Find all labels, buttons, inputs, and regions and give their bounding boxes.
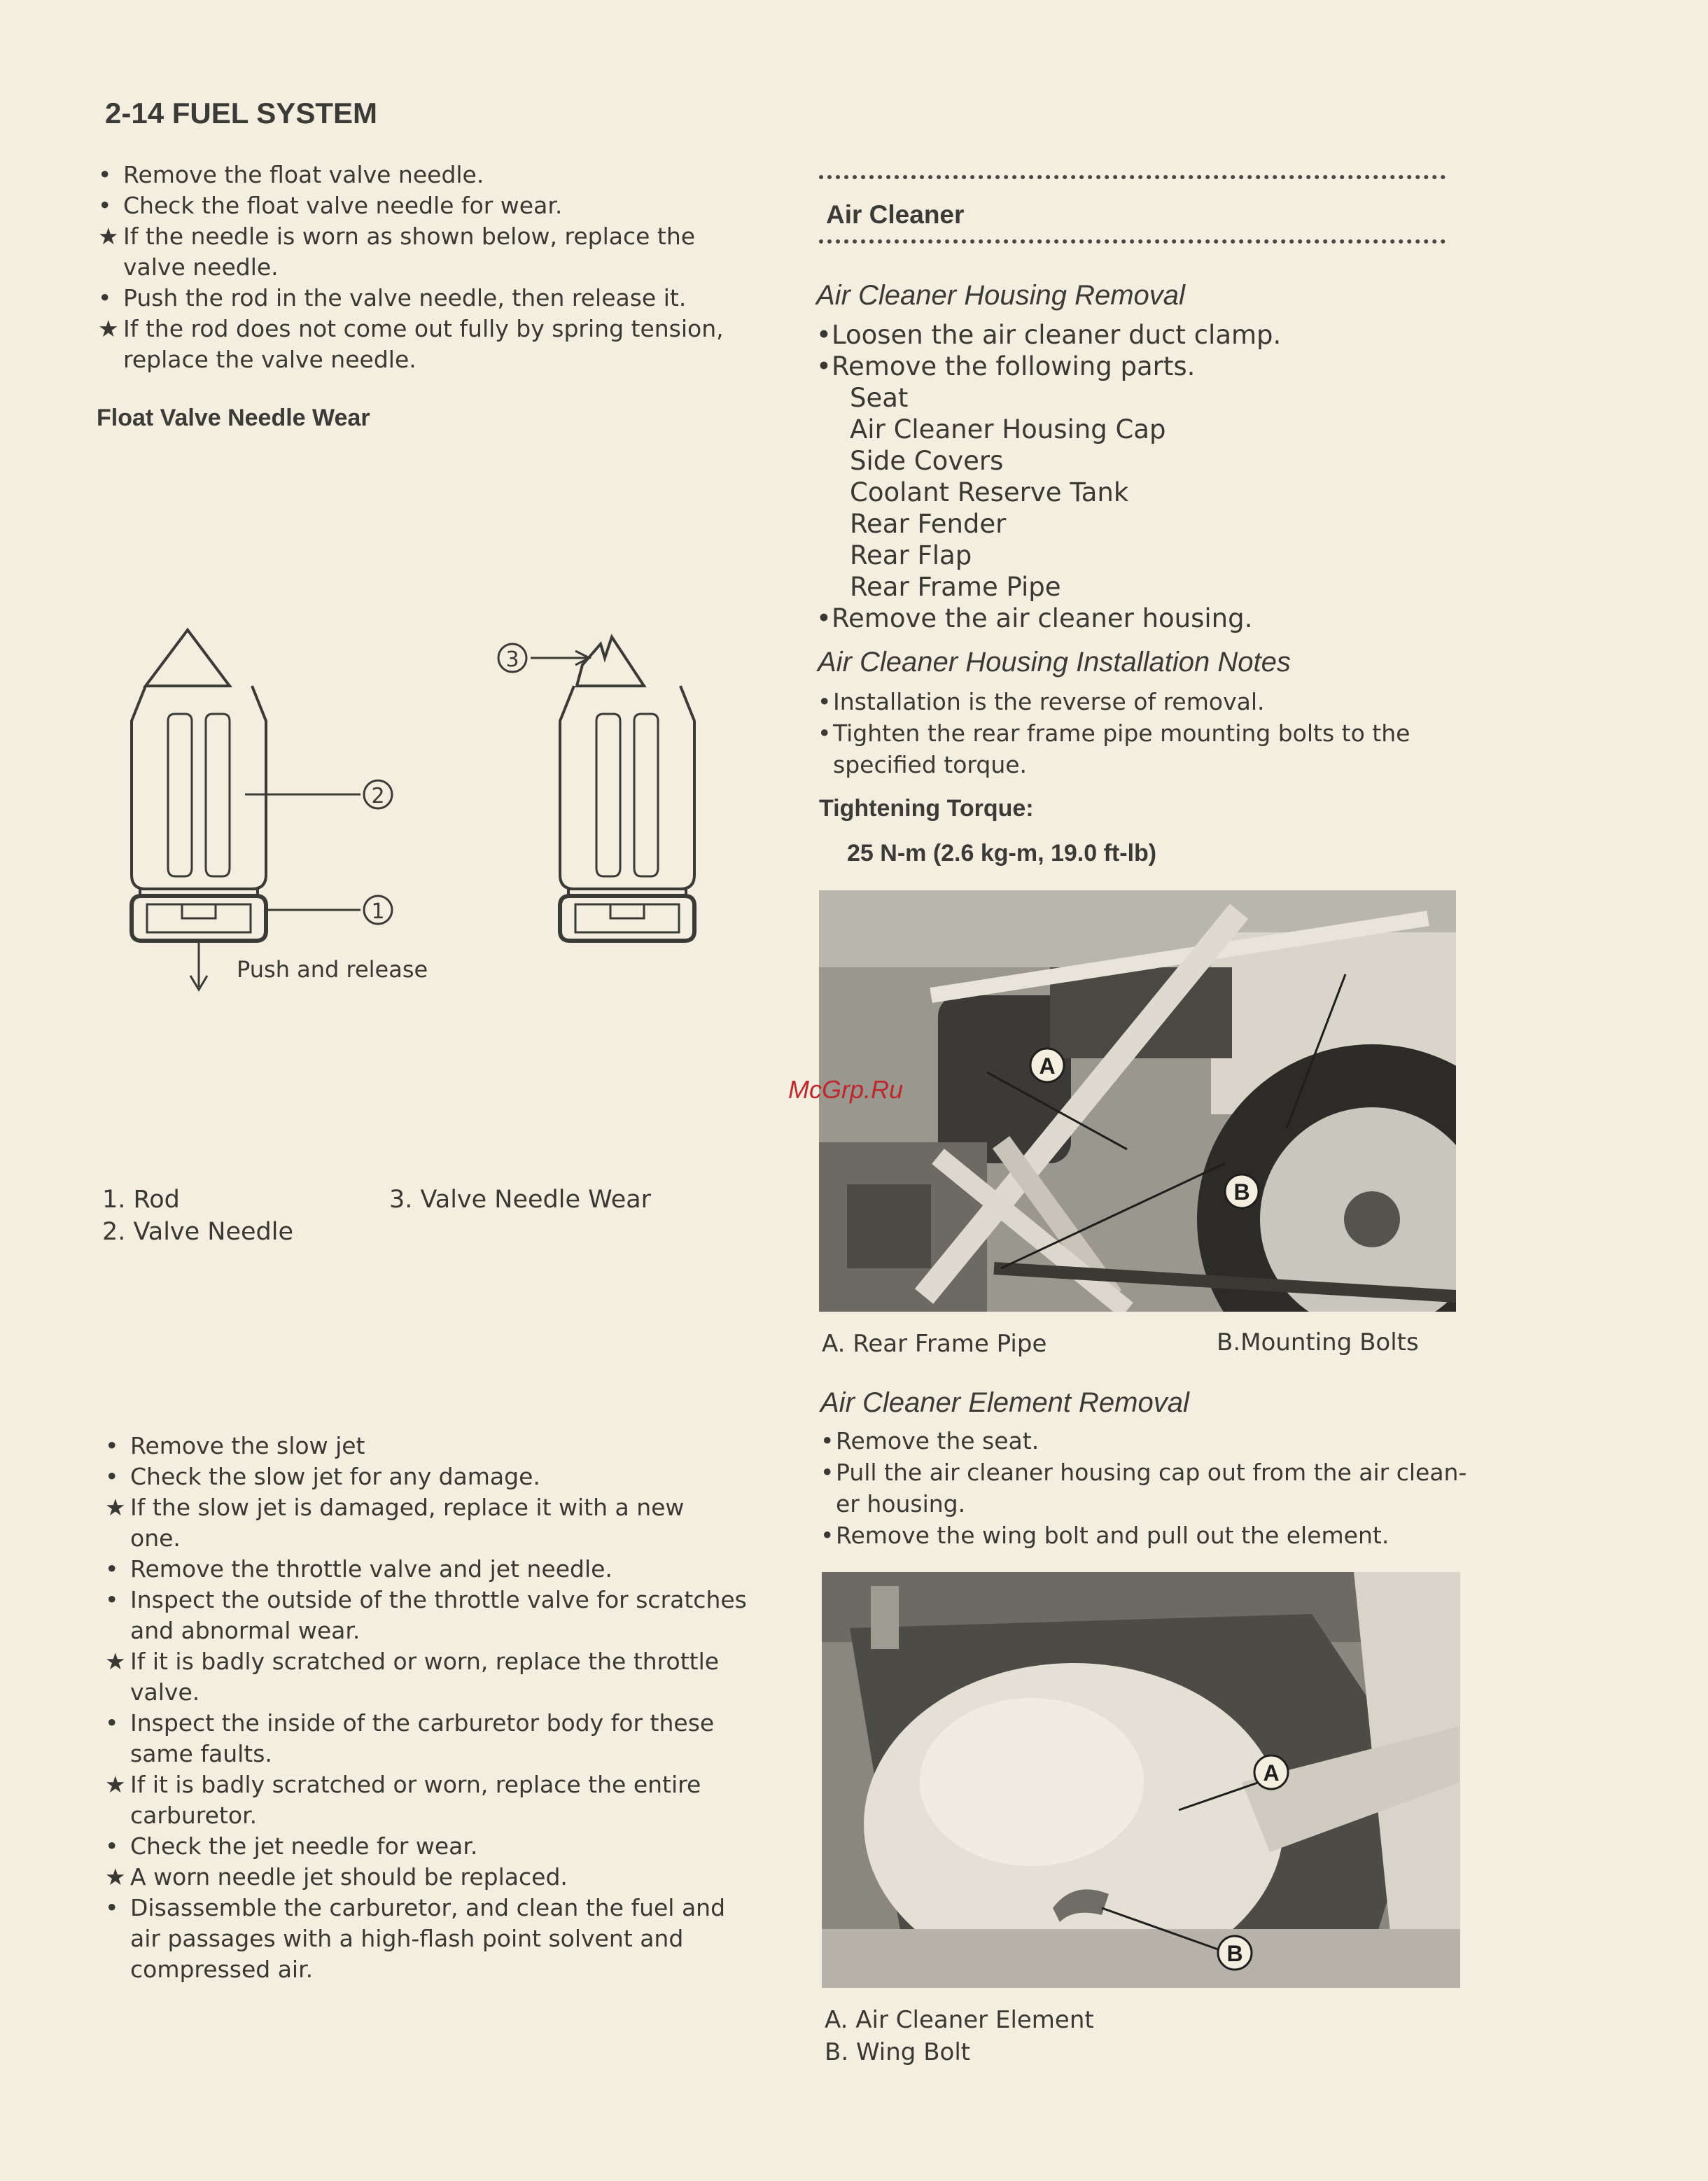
push-release-label: Push and release (237, 956, 428, 983)
list-item: •Installation is the reverse of removal. (818, 688, 1265, 715)
list-item: •Remove the wing bolt and pull out the element. (820, 1522, 1390, 1549)
list-item: •Loosen the air cleaner duct clamp. (816, 320, 1282, 350)
rear-frame-pipe-photo (819, 890, 1456, 1312)
list-item: ★ If it is badly scratched or worn, replace the entire (105, 1771, 701, 1798)
list-item: Coolant Reserve Tank (850, 477, 1129, 507)
list-item: ★ If the rod does not come out fully by spring tension, (98, 315, 724, 342)
list-item: valve. (130, 1678, 200, 1706)
list-item: • Check the slow jet for any damage. (105, 1463, 540, 1490)
air-cleaner-element-photo (822, 1572, 1460, 1988)
photo-caption: A. Rear Frame Pipe (822, 1330, 1047, 1358)
list-item: er housing. (836, 1490, 966, 1517)
torque-value: 25 N-m (2.6 kg-m, 19.0 ft-lb) (847, 840, 1157, 867)
subsection-title: Air Cleaner Housing Removal (816, 280, 1185, 311)
list-item: same faults. (130, 1740, 272, 1767)
photo-caption: A. Air Cleaner Element (825, 2006, 1094, 2034)
subsection-title: Air Cleaner Housing Installation Notes (818, 647, 1291, 678)
list-item: • Remove the throttle valve and jet needle. (105, 1555, 612, 1583)
list-item: • Check the jet needle for wear. (105, 1832, 478, 1860)
photo-caption: B.Mounting Bolts (1217, 1328, 1419, 1356)
list-item: valve needle. (123, 253, 279, 281)
list-item: Side Covers (850, 446, 1004, 476)
valve-needle-worn (531, 637, 694, 941)
list-item: • Disassemble the carburetor, and clean the fuel and (105, 1894, 726, 1921)
svg-text:1: 1 (371, 899, 385, 924)
list-item: carburetor. (130, 1802, 258, 1829)
float-valve-needle-diagram (126, 616, 728, 1008)
list-item: • Inspect the inside of the carburetor body for these (105, 1709, 715, 1737)
list-item: Rear Frame Pipe (850, 572, 1061, 602)
list-item: • Remove the float valve needle. (98, 161, 484, 188)
list-item: •Remove the air cleaner housing. (816, 603, 1253, 633)
left-top-list (98, 160, 724, 375)
svg-text:B: B (1226, 1941, 1243, 1966)
svg-text:A: A (1263, 1760, 1280, 1786)
list-item: replace the valve needle. (123, 346, 416, 373)
photo-label-a (1254, 1755, 1288, 1789)
legend-item: 2. Valve Needle (102, 1218, 294, 1246)
list-item: Seat (850, 383, 909, 413)
torque-label: Tightening Torque: (819, 795, 1034, 822)
svg-text:3: 3 (505, 647, 519, 672)
callout-2 (364, 780, 392, 808)
figure-title: Float Valve Needle Wear (97, 405, 370, 431)
list-item: • Remove the slow jet (105, 1432, 365, 1459)
housing-removal-list (816, 319, 1281, 634)
list-item: Air Cleaner Housing Cap (850, 414, 1166, 444)
page-title: 2-14 FUEL SYSTEM (105, 97, 377, 129)
svg-text:A: A (1039, 1053, 1056, 1079)
list-item: Rear Flap (850, 540, 972, 570)
legend-item: 1. Rod (102, 1186, 180, 1214)
photo-label-b (1225, 1174, 1259, 1208)
list-item: •Remove the following parts. (816, 351, 1196, 381)
list-item: and abnormal wear. (130, 1617, 360, 1644)
list-item: ★ If the slow jet is damaged, replace it with a new (105, 1494, 685, 1521)
list-item: •Tighten the rear frame pipe mounting bolts to the (818, 720, 1410, 747)
list-item: Rear Fender (850, 509, 1007, 539)
divider (819, 175, 1446, 179)
list-item: •Pull the air cleaner housing cap out from the air clean- (820, 1459, 1467, 1486)
list-item: air passages with a high-flash point solvent and (130, 1925, 684, 1952)
svg-text:B: B (1233, 1179, 1250, 1205)
photo-label-a (1030, 1049, 1064, 1082)
list-item: ★ If the needle is worn as shown below, replace the (98, 223, 696, 250)
subsection-title: Air Cleaner Element Removal (820, 1387, 1189, 1418)
divider (819, 239, 1446, 244)
list-item: • Push the rod in the valve needle, then release it. (98, 284, 687, 311)
list-item: • Inspect the outside of the throttle valve for scratches (105, 1586, 747, 1613)
svg-text:2: 2 (371, 784, 385, 808)
list-item: ★ If it is badly scratched or worn, replace the throttle (105, 1648, 720, 1675)
list-item: • Check the float valve needle for wear. (98, 192, 563, 219)
element-removal-list (820, 1425, 1466, 1551)
valve-needle-good (132, 630, 360, 990)
left-bottom-list (105, 1431, 747, 1985)
list-item: compressed air. (130, 1956, 314, 1983)
photo-label-b (1218, 1936, 1252, 1970)
callout-1 (364, 896, 392, 924)
watermark: McGrp.Ru (788, 1075, 904, 1104)
list-item: ★ A worn needle jet should be replaced. (105, 1863, 568, 1891)
list-item: •Remove the seat. (820, 1427, 1040, 1454)
install-notes-list (818, 686, 1410, 780)
legend-item: 3. Valve Needle Wear (389, 1186, 652, 1214)
photo-caption: B. Wing Bolt (825, 2038, 971, 2066)
callout-3 (498, 644, 526, 672)
list-item: one. (130, 1524, 181, 1552)
list-item: specified torque. (833, 751, 1028, 778)
section-title: Air Cleaner (826, 200, 965, 229)
